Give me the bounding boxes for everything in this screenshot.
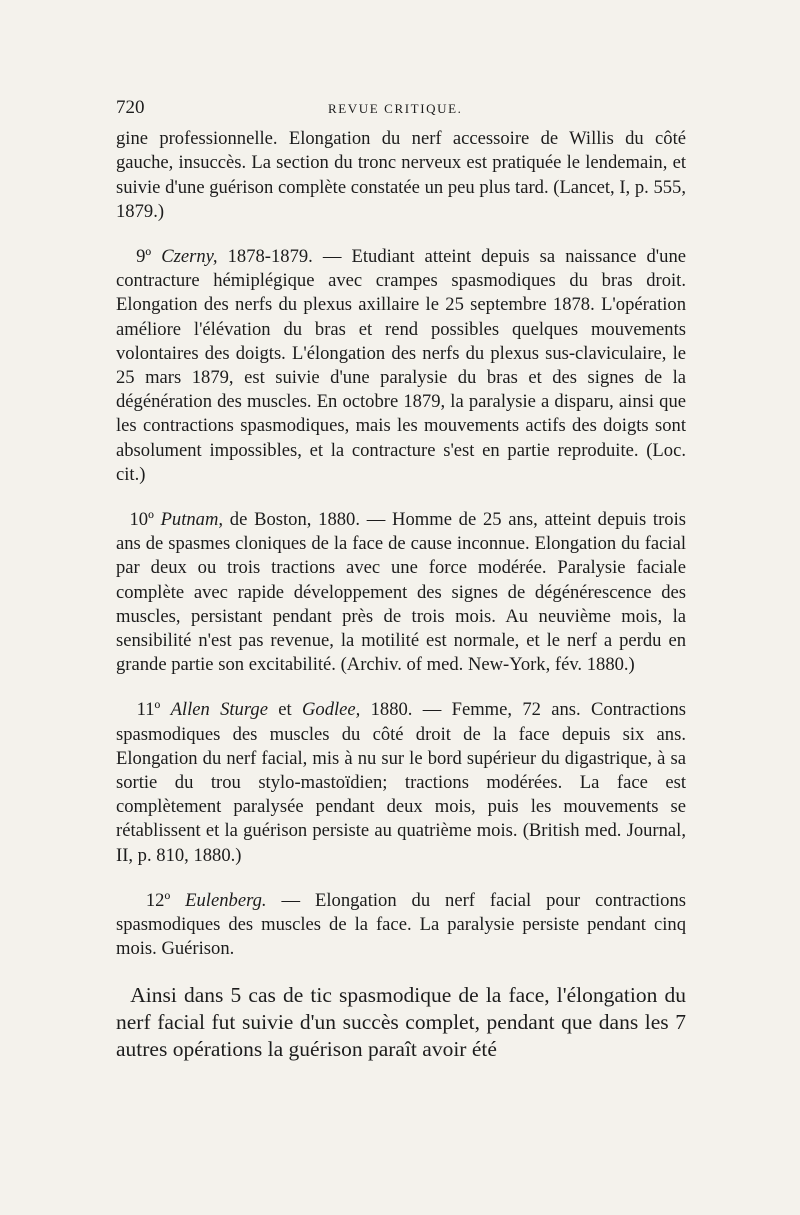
page-header bbox=[116, 96, 686, 121]
case-author-2: Godlee, bbox=[301, 699, 361, 721]
running-title: REVUE CRITIQUE. bbox=[328, 101, 463, 116]
case-9 bbox=[116, 245, 686, 487]
page-number: 720 bbox=[116, 97, 145, 118]
paragraph-text: gine professionnelle. Elongation du nerf accessoire de Willis du côté gauche, insuccès. La section du tronc nerveux est pratiquée le lendemain, et suivie d'une guérison complète constatée un peu plus tard. (Lancet, I, p. 555, 1879.) bbox=[116, 128, 686, 222]
case-joiner: et bbox=[267, 699, 302, 721]
conclusion-paragraph bbox=[116, 982, 686, 1063]
case-number: 12º bbox=[145, 889, 171, 911]
case-author: Eulenberg. bbox=[185, 889, 267, 911]
document-page bbox=[116, 96, 686, 1063]
case-text: 1878-1879. — Etudiant atteint depuis sa naissance d'une contracture hémiplégique avec crampes spasmodiques du bras droit. Elongation des nerfs du plexus axillaire le 25 septembre 1878. L'opération améliore l'élévation du bras et rend possibles quelques mouvements volontaires des doigts. L'élongation des nerfs du plexus sus-claviculaire, le 25 mars 1879, est suivie d'une paralysie du bras et des signes de la dégénération des muscles. En octobre 1879, la paralysie a disparu, ainsi que les contractions spasmodiques, mais les mouvements actifs des doigts sont absolument impossibles, et la contracture s'est en partie reproduite. (Loc. cit.) bbox=[116, 246, 687, 485]
case-text: — Elongation du nerf facial pour contractions spasmodiques des muscles de la face. La paralysie persiste pendant cinq mois. Guérison. bbox=[116, 889, 687, 960]
case-number: 9º bbox=[136, 246, 152, 268]
case-number: 11º bbox=[136, 699, 161, 721]
case-10 bbox=[116, 508, 686, 677]
case-text: de Boston, 1880. — Homme de 25 ans, atteint depuis trois ans de spasmes cloniques de la face de cause inconnue. Elongation du facial par deux ou trois tractions avec une force modérée. Paralysie faciale complète avec rapide développement des signes de dégénérescence des muscles, persistant pendant près de trois mois. Au neuvième mois, la sensibilité n'est pas revenue, la motilité est normale, et le nerf a perdu en grande partie son excitabilité. (Archiv. of med. New-York, fév. 1880.) bbox=[116, 509, 686, 676]
case-author: Allen Sturge bbox=[170, 699, 268, 721]
case-text: 1880. — Femme, 72 ans. Contractions spasmodiques des muscles du côté droit de la face depuis six ans. Elongation du nerf facial, mis à nu sur le bord supérieur du digastrique, à sa sortie du trou stylo-mastoïdien; tractions modérées. La face est complètement paralysée pendant deux mois, puis les mouvements se rétablissent et la guérison persiste au quatrième mois. (British med. Journal, II, p. 810, 1880.) bbox=[116, 699, 686, 866]
case-number: 10º bbox=[129, 509, 154, 531]
case-author: Czerny, bbox=[161, 246, 218, 268]
paragraph-continuation bbox=[116, 127, 686, 224]
case-12 bbox=[116, 889, 686, 962]
case-11 bbox=[116, 698, 686, 867]
case-author: Putnam, bbox=[160, 509, 224, 531]
paragraph-text: Ainsi dans 5 cas de tic spasmodique de la face, l'élongation du nerf facial fut suivie d'un succès complet, pendant que dans les 7 autres opérations la guérison paraît avoir été bbox=[116, 982, 687, 1061]
